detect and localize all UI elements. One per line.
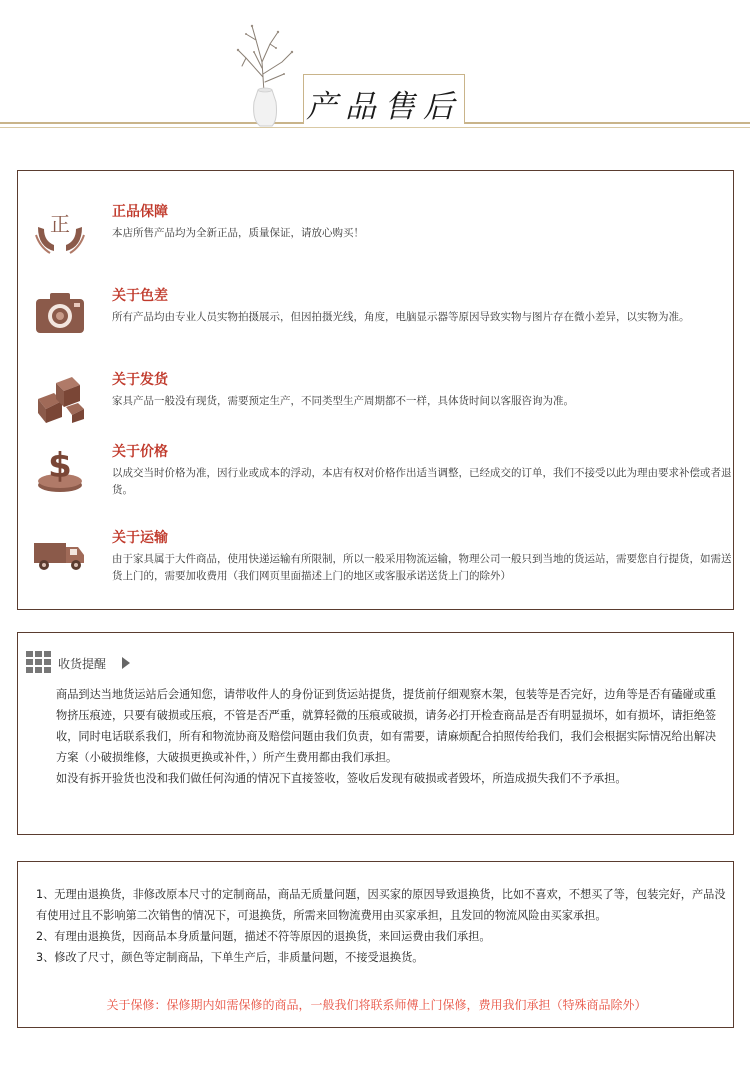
grid-icon <box>26 651 54 675</box>
warranty-note: 关于保修：保修期内如需保修的商品，一般我们将联系师傅上门保修，费用我们承担（特殊商品除外） <box>106 998 647 1012</box>
guarantee-heading: 关于价格 <box>112 444 168 460</box>
notice-paragraph: 商品到达当地货运站后会通知您，请带收件人的身份证到货运站提货，提货前仔细观察木架，包装等是否完好，边角等是否有磕碰或重物挤压痕迹，只要有破损或压痕，不管是否严重，就算轻微的压痕或破损，请务必打开检查商品是否有明显损坏，如有损坏，请拒绝签收，同时电话联系我们，所有和物流协商及赔偿问题由我们负责，如有需要，请麻烦配合拍照传给我们，我们会根据实际情况给出解决方案（小破损维修，大破损更换或补件，）所产生费用都由我们承担。 <box>56 688 717 764</box>
guarantee-heading: 关于色差 <box>112 288 168 304</box>
camera-icon <box>32 285 88 341</box>
receiving-notice-panel <box>17 632 734 835</box>
returns-list-item: 2、有理由退换货，因商品本身质量问题，描述不符等原因的退换货，来回运费由我们承担。 <box>36 930 491 943</box>
genuine-char: 正 <box>50 212 70 236</box>
guarantees-panel <box>17 170 734 610</box>
page-title: 产品售后 <box>306 89 462 125</box>
guarantee-item-transport <box>32 527 732 607</box>
guarantee-text: 以成交当时价格为准，因行业或成本的浮动，本店有权对价格作出适当调整，已经成交的订单，我们不接受以此为理由要求补偿或者退货。 <box>112 467 732 496</box>
svg-text:$: $ <box>48 446 72 486</box>
guarantee-item-genuine <box>32 201 722 281</box>
guarantee-heading: 正品保障 <box>112 204 168 220</box>
returns-list-item: 1、无理由退换货，非修改原本尺寸的定制商品，商品无质量问题，因买家的原因导致退换货，比如不喜欢，不想买了等，包装完好，产品没有使用过且不影响第二次销售的情况下，可退换货，所需来回物流费用由买家承担，且发回的物流风险由买家承担。 <box>36 888 726 922</box>
page-header <box>0 0 750 140</box>
header-title-box <box>303 74 465 124</box>
returns-policy-panel <box>17 861 734 1028</box>
guarantee-text: 由于家具属于大件商品，使用快递运输有所限制，所以一般采用物流运输，物理公司一般只到当地的货运站，需要您自行提货，如需送货上门的，需要加收费用（我们网页里面描述上门的地区或客服承诺送货上门的除外） <box>112 553 732 582</box>
arrow-right-icon <box>122 657 130 669</box>
guarantee-heading: 关于发货 <box>112 372 168 388</box>
truck-icon <box>32 527 88 583</box>
vase-branches-icon <box>232 22 296 128</box>
genuine-hands-icon <box>32 201 88 257</box>
returns-list <box>36 884 726 968</box>
boxes-icon <box>32 369 88 425</box>
header-gold-line-thin <box>0 127 750 128</box>
notice-title: 收货提醒 <box>58 657 107 671</box>
returns-list-item: 3、修改了尺寸，颜色等定制商品，下单生产后，非质量问题，不接受退换货。 <box>36 951 424 964</box>
notice-body <box>56 684 721 789</box>
guarantee-text: 本店所售产品均为全新正品，质量保证，请放心购买！ <box>112 227 364 239</box>
guarantee-text: 家具产品一般没有现货，需要预定生产，不同类型生产周期都不一样，具体货时间以客服咨询为准。 <box>112 395 574 407</box>
guarantee-heading: 关于运输 <box>112 530 168 546</box>
guarantee-text: 所有产品均由专业人员实物拍摄展示，但因拍摄光线，角度，电脑显示器等原因导致实物与图片存在微小差异，以实物为准。 <box>112 311 690 323</box>
guarantee-item-color <box>32 285 722 365</box>
guarantee-item-price <box>32 441 732 521</box>
notice-paragraph: 如没有拆开验货也没和我们做任何沟通的情况下直接签收，签收后发现有破损或者毁坏，所造成损失我们不予承担。 <box>56 772 627 785</box>
guarantee-item-shipping <box>32 369 722 449</box>
dollar-icon <box>32 441 88 497</box>
